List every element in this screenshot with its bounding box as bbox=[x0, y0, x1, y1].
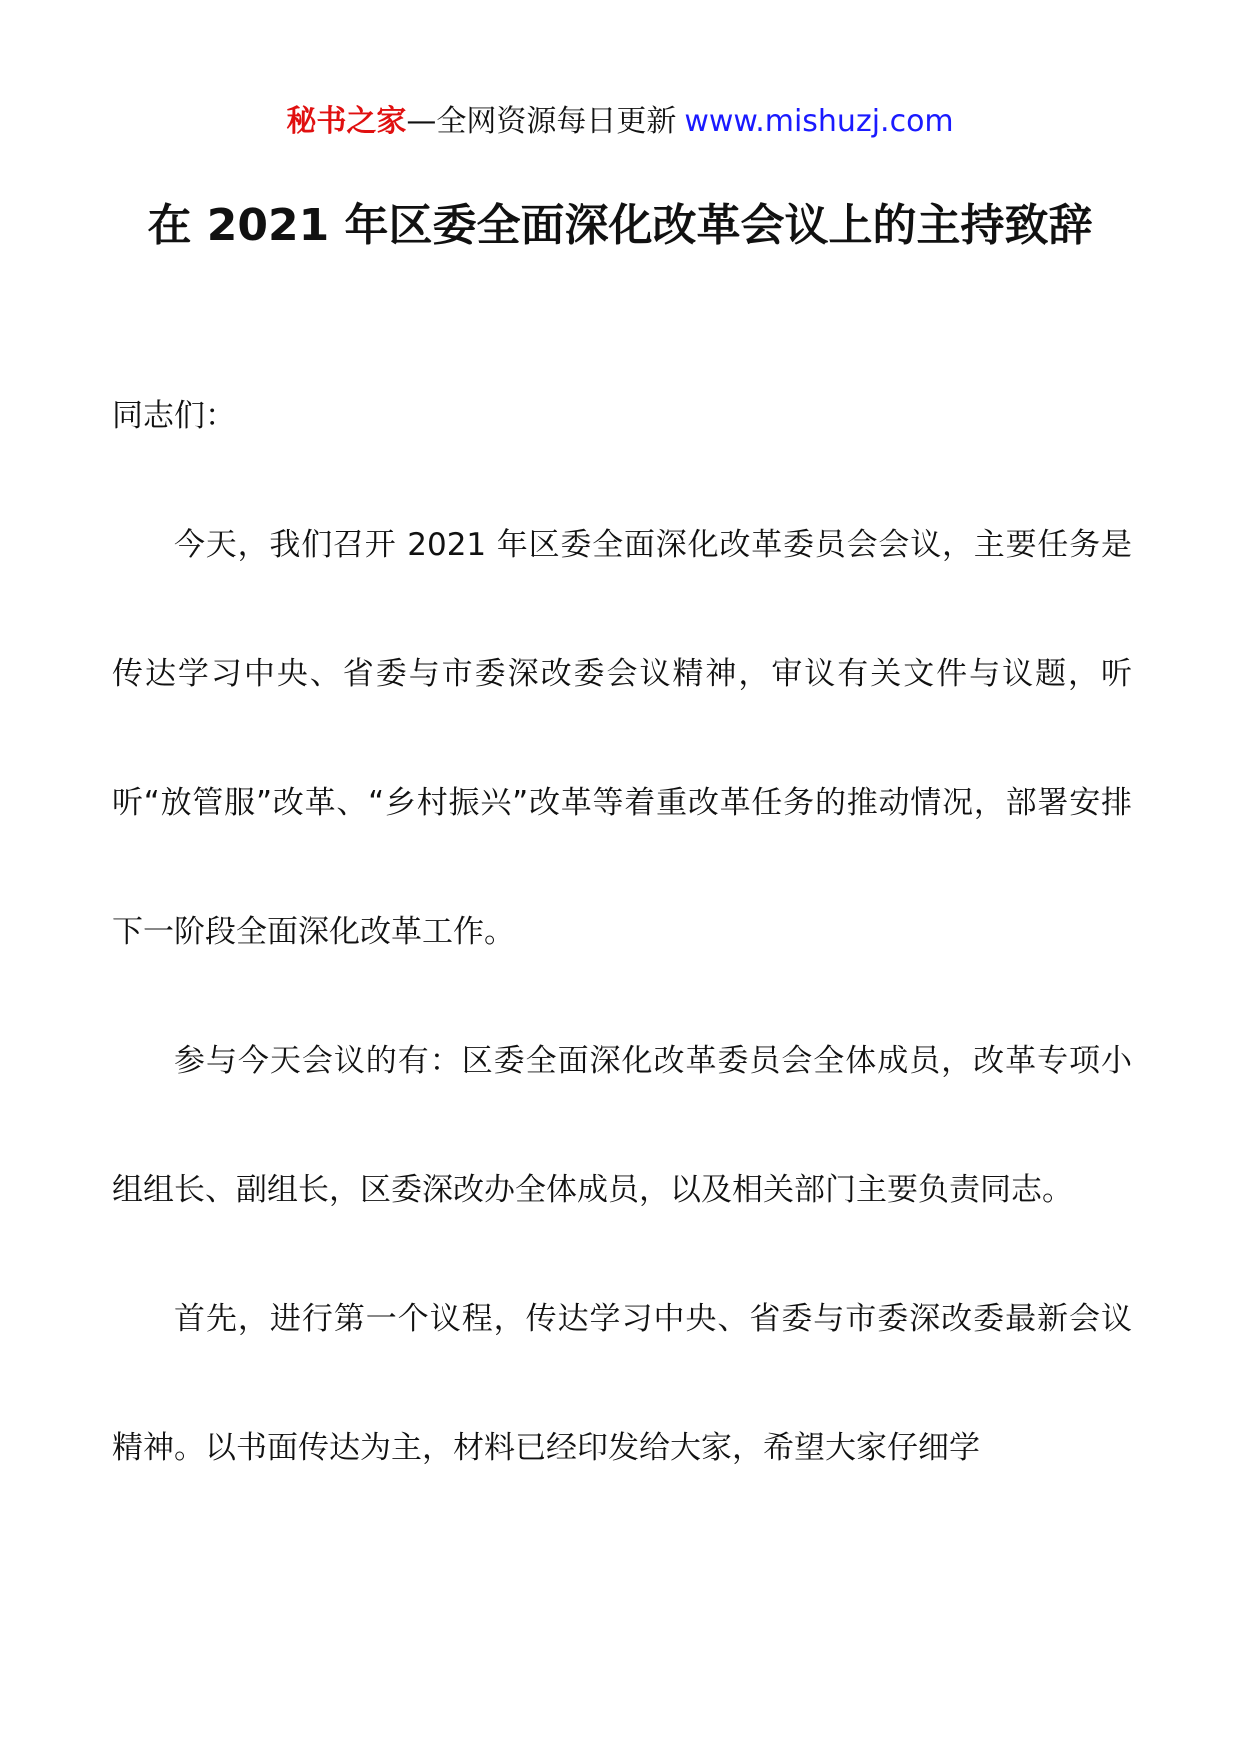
document-title: 在 2021 年区委全面深化改革会议上的主持致辞 bbox=[147, 200, 1093, 251]
site-url-link[interactable]: www.mishuzj.com bbox=[684, 104, 954, 139]
site-header bbox=[0, 102, 1240, 142]
paragraph-1: 今天，我们召开 2021 年区委全面深化改革委员会会议，主要任务是传达学习中央、省委与市委深改委会议精神，审议有关文件与议题，听听“放管服”改革、“乡村振兴”改革等着重改革任务的推动情况，部署安排下一阶段全面深化改革工作。 bbox=[112, 527, 1132, 950]
paragraph-3: 首先，进行第一个议程，传达学习中央、省委与市委深改委最新会议精神。以书面传达为主，材料已经印发给大家，希望大家仔细学 bbox=[112, 1301, 1132, 1466]
paragraph-2: 参与今天会议的有：区委全面深化改革委员会全体成员，改革专项小组组长、副组长，区委深改办全体成员，以及相关部门主要负责同志。 bbox=[112, 1043, 1132, 1208]
document-body bbox=[112, 352, 1132, 1513]
brand-name: 秘书之家 bbox=[286, 104, 407, 139]
salutation: 同志们： bbox=[112, 398, 236, 434]
header-slogan: —全网资源每日更新 bbox=[406, 104, 677, 139]
